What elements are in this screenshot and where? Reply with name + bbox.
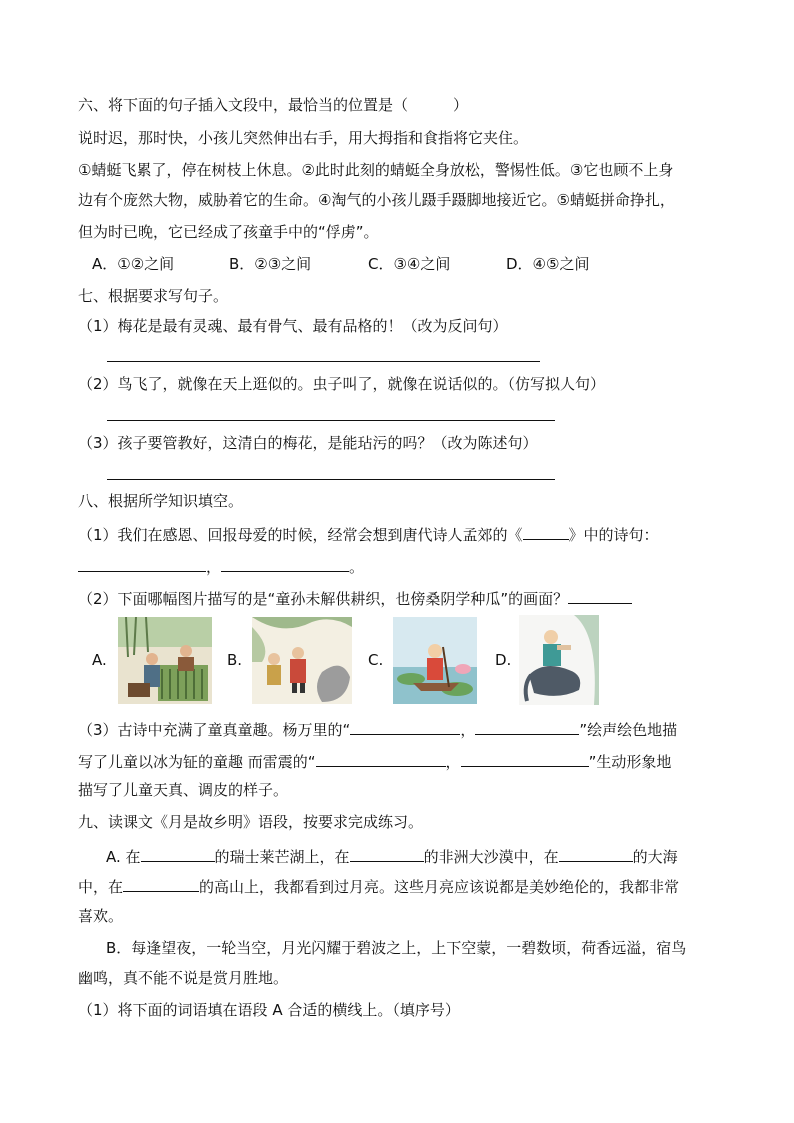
q8-item-3-text-d: ”生动形象地 [588,753,672,771]
q8-item-3-line-1 [78,718,677,740]
q6-title: 六、将下面的句子插入文段中，最恰当的位置是（ ） [78,96,469,114]
q8-verse-blank-1[interactable] [78,555,206,572]
q8-lei-blank-1[interactable] [316,750,446,767]
q9-a-text-6: 的高山上，我都看到过月亮。这些月亮应该说都是美妙绝伦的，我都非常 [199,878,680,896]
picture-c-child-on-boat[interactable] [393,617,477,704]
q8-item-1-line-2 [78,555,364,577]
q7-answer-line-3[interactable] [107,479,555,480]
q7-answer-line-2[interactable] [107,420,555,421]
q8-yang-blank-2[interactable] [475,718,579,735]
q9-a-text-2: 的瑞士莱芒湖上，在 [214,848,350,866]
q8-item-1 [78,523,659,545]
pic-label-a: A. [92,651,107,669]
q7-answer-line-1[interactable] [107,361,540,362]
q8-lei-blank-2[interactable] [461,750,589,767]
q8-item-3-line-2 [78,750,671,772]
q6-option-a[interactable]: A．①②之间 [92,255,175,273]
q6-passage-line-1: ①蜻蜓飞累了，停在树枝上休息。②此时此刻的蜻蜓全身放松，警惕性低。③它也顾不上身 [78,161,674,179]
q9-passage-b-line-2: 幽鸣，真不能不说是赏月胜地。 [78,969,289,987]
q8-picture-answer-blank[interactable] [568,587,632,604]
picture-b-children-in-garden[interactable] [252,617,352,704]
q9-a-blank-3[interactable] [559,845,633,862]
q8-yang-blank-1[interactable] [350,718,460,735]
q6-option-c[interactable]: C．③④之间 [368,255,451,273]
q9-a-text-5: 中，在 [78,878,124,896]
q8-item-3-text-a: （3）古诗中充满了童真童趣。杨万里的“ [78,721,351,739]
q8-comma-3: ， [445,753,461,771]
q9-passage-a-line-2 [78,875,679,897]
q9-a-text-3: 的非洲大沙漠中，在 [423,848,559,866]
q9-title: 九、读课文《月是故乡明》语段，按要求完成练习。 [78,813,424,831]
q9-passage-a-line-1 [106,845,678,867]
q6-passage-line-3: 但为时已晚，它已经成了孩童手中的“俘虏”。 [78,223,379,241]
q8-title: 八、根据所学知识填空。 [78,492,244,510]
q6-option-b[interactable]: B．②③之间 [229,255,312,273]
q9-a-text-1: A. 在 [106,848,141,866]
q9-a-blank-2[interactable] [350,845,424,862]
q7-title: 七、根据要求写句子。 [78,287,229,305]
pic-label-d: D. [495,651,512,669]
q9-passage-b-line-1: B．每逢望夜，一轮当空，月光闪耀于碧波之上，上下空蒙，一碧数顷，荷香远溢，宿鸟 [106,939,687,957]
q6-sentence: 说时迟，那时快，小孩儿突然伸出右手，用大拇指和食指将它夹住。 [78,129,529,147]
q8-poem-title-blank[interactable] [523,523,569,540]
q7-item-2: （2）鸟飞了，就像在天上逛似的。虫子叫了，就像在说话似的。（仿写拟人句） [78,375,606,393]
q8-comma-1: ， [206,558,222,576]
pic-label-b: B. [227,651,243,669]
q9-a-blank-4[interactable] [123,875,199,892]
q9-passage-a-line-3: 喜欢。 [78,907,124,925]
q8-period-1: 。 [349,558,365,576]
q8-item-2-text: （2）下面哪幅图片描写的是“童孙未解供耕织，也傍桑阴学种瓜”的画面？ [78,590,569,608]
q8-comma-2: ， [460,721,476,739]
pic-label-c: C. [368,651,384,669]
q8-item-1-text-b: 》中的诗句： [568,526,659,544]
q6-passage-line-2: 边有个庞然大物，威胁着它的生命。④淘气的小孩儿蹑手蹑脚地接近它。⑤蜻蜓拼命挣扎， [78,191,675,209]
q9-a-blank-1[interactable] [141,845,215,862]
q8-item-3-line-3: 描写了儿童天真、调皮的样子。 [78,781,289,799]
q8-item-1-text-a: （1）我们在感恩、回报母爱的时候，经常会想到唐代诗人孟郊的《 [78,526,523,544]
q8-item-2 [78,587,632,609]
q7-item-1: （1）梅花是最有灵魂、最有骨气、最有品格的！（改为反问句） [78,317,508,335]
picture-a-farming-children[interactable] [118,617,212,704]
q9-sub-question-1: （1）将下面的词语填在语段 A 合适的横线上。（填序号） [78,1001,460,1019]
q8-verse-blank-2[interactable] [221,555,349,572]
q8-item-3-text-c: 写了儿童以冰为钲的童趣 而雷震的“ [78,753,316,771]
q7-item-3: （3）孩子要管教好，这清白的梅花，是能玷污的吗？（改为陈述句） [78,434,538,452]
picture-d-child-riding-ox[interactable] [519,615,599,705]
q8-item-3-text-b: ”绘声绘色地描 [579,721,678,739]
q6-option-d[interactable]: D．④⑤之间 [506,255,590,273]
q9-a-text-4: 的大海 [632,848,678,866]
